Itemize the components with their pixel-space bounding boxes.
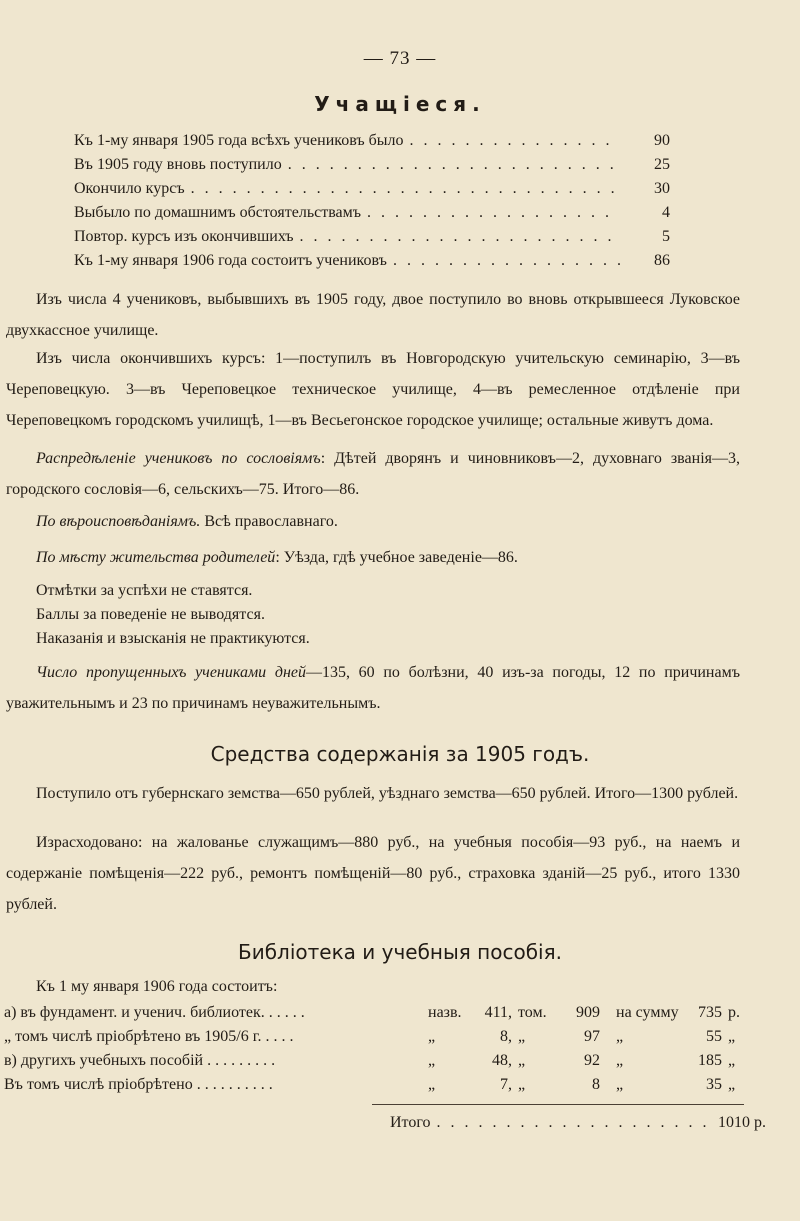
volumes-count: 909 (576, 1004, 600, 1021)
unit-rubles: р. (728, 1004, 740, 1021)
library-row (4, 1052, 768, 1076)
paragraph-estates (6, 443, 740, 505)
page-number: — 73 — (363, 48, 437, 69)
total-label: Итого (390, 1114, 431, 1131)
unit-sum: на сумму (616, 1004, 679, 1021)
row-label: Къ 1-му января 1905 года всѣхъ учениковъ было (74, 132, 404, 149)
row-label: Въ томъ числѣ пріобрѣтено . . . . . . . . . . (4, 1076, 273, 1093)
italic-lead: Число пропущенныхъ учениками дней (36, 664, 306, 681)
unit-sum: „ (616, 1076, 624, 1093)
library-row (4, 1076, 768, 1100)
students-row (74, 228, 670, 252)
students-row (74, 132, 670, 156)
funds-heading: Средства содержанія за 1905 годъ. (210, 742, 590, 766)
students-row (74, 252, 670, 276)
total-value: 1010 р. (718, 1114, 766, 1131)
titles-count: 48, (492, 1052, 512, 1069)
leader-dots (288, 156, 620, 174)
paragraph-graduates: Изъ числа окончившихъ курсъ: 1—поступилъ въ Новгородскую учительскую семинарію, 3—въ Череповецкую. 3—въ Череповецкое техническое училище, 4—въ ремесленное отдѣленіе при Череповецкомъ городскомъ училищѣ, 1—въ Весьегонское городское училище; остальные живутъ дома. (6, 350, 740, 429)
row-label: Въ 1905 году вновь поступило (74, 156, 282, 173)
paragraph-residence (36, 549, 518, 567)
row-label: Къ 1-му января 1906 года состоитъ учениковъ (74, 252, 387, 269)
volumes-count: 97 (584, 1028, 600, 1045)
unit-titles: назв. (428, 1004, 462, 1021)
titles-count: 8, (500, 1028, 512, 1045)
line-conduct: Баллы за поведеніе не выводятся. (36, 606, 265, 623)
paragraph-expenses: Израсходовано: на жалованье служащимъ—880 руб., на учебныя пособія—93 руб., на наемъ и содержаніе помѣщенія—222 руб., ремонтъ помѣщеній—80 руб., страховка зданій—25 руб., итого 1330 рублей. (6, 834, 740, 913)
library-row (4, 1004, 768, 1028)
titles-count: 7, (500, 1076, 512, 1093)
unit-rubles: „ (728, 1076, 736, 1093)
unit-rubles: „ (728, 1052, 736, 1069)
students-heading: Учащіеся. (314, 92, 486, 116)
paragraph-absences (6, 657, 740, 719)
leader-dots (300, 228, 620, 246)
paragraph-text: : Уѣзда, гдѣ учебное заведеніе—86. (275, 549, 518, 566)
titles-count: 411, (484, 1004, 512, 1021)
italic-lead: Распредѣленіе учениковъ по сословіямъ (36, 450, 321, 467)
paragraph-text: —135, 60 по болѣзни, 40 изъ-за погоды, 12 по причинамъ уважительнымъ и 23 по причинамъ неуважительнымъ. (6, 664, 740, 712)
row-label: а) въ фундамент. и ученич. библиотек. . . . . . (4, 1004, 305, 1021)
students-row (74, 156, 670, 180)
total-rule (372, 1104, 744, 1105)
unit-volumes: „ (518, 1028, 526, 1045)
sum-value: 35 (706, 1076, 722, 1093)
row-value: 30 (654, 180, 670, 197)
row-value: 90 (654, 132, 670, 149)
leader-dots (191, 180, 620, 198)
sum-value: 185 (698, 1052, 722, 1069)
italic-lead: По вѣроисповѣданіямъ. (36, 513, 201, 530)
unit-volumes: том. (518, 1004, 547, 1021)
unit-sum: „ (616, 1028, 624, 1045)
unit-sum: „ (616, 1052, 624, 1069)
paragraph-text: Всѣ православнаго. (200, 513, 338, 530)
unit-volumes: „ (518, 1052, 526, 1069)
leader-dots (410, 132, 620, 150)
unit-titles: „ (428, 1028, 436, 1045)
volumes-count: 8 (592, 1076, 600, 1093)
row-label: Выбыло по домашнимъ обстоятельствамъ (74, 204, 362, 221)
unit-volumes: „ (518, 1076, 526, 1093)
paragraph-withdrawn: Изъ числа 4 учениковъ, выбывшихъ въ 1905 году, двое поступило во вновь открывшееся Луковское двухкассное училище. (6, 291, 740, 339)
leader-dots (367, 204, 620, 222)
row-label: Повтор. курсъ изъ окончившихъ (74, 228, 294, 245)
unit-rubles: „ (728, 1028, 736, 1045)
sum-value: 55 (706, 1028, 722, 1045)
leader-dots (393, 252, 620, 270)
row-value: 86 (654, 252, 670, 269)
students-row (74, 180, 670, 204)
unit-titles: „ (428, 1052, 436, 1069)
library-heading: Библіотека и учебныя пособія. (237, 940, 562, 964)
students-row (74, 204, 670, 228)
line-punishments: Наказанія и взысканія не практикуются. (36, 630, 310, 647)
paragraph-religion (36, 513, 338, 531)
library-total (390, 1114, 766, 1132)
row-label: „ томъ числѣ пріобрѣтено въ 1905/6 г. . . . . (4, 1028, 294, 1045)
row-label: в) другихъ учебныхъ пособій . . . . . . . . . (4, 1052, 276, 1069)
paragraph-text: : Дѣтей дворянъ и чиновниковъ—2, духовнаго званія—3, городского сословія—6, сельскихъ—75. Итого—86. (6, 450, 740, 498)
leader-dots (437, 1114, 713, 1132)
unit-titles: „ (428, 1076, 436, 1093)
library-row (4, 1028, 768, 1052)
library-intro: Къ 1 му января 1906 года состоитъ: (36, 978, 278, 995)
italic-lead: По мѣсту жительства родителей (36, 549, 276, 566)
sum-value: 735 (698, 1004, 722, 1021)
line-marks: Отмѣтки за успѣхи не ставятся. (36, 582, 253, 599)
row-label: Окончило курсъ (74, 180, 185, 197)
row-value: 5 (662, 228, 670, 245)
volumes-count: 92 (584, 1052, 600, 1069)
paragraph-income: Поступило отъ губернскаго земства—650 рублей, уѣзднаго земства—650 рублей. Итого—1300 рублей. (36, 785, 739, 802)
row-value: 25 (654, 156, 670, 173)
row-value: 4 (662, 204, 670, 221)
